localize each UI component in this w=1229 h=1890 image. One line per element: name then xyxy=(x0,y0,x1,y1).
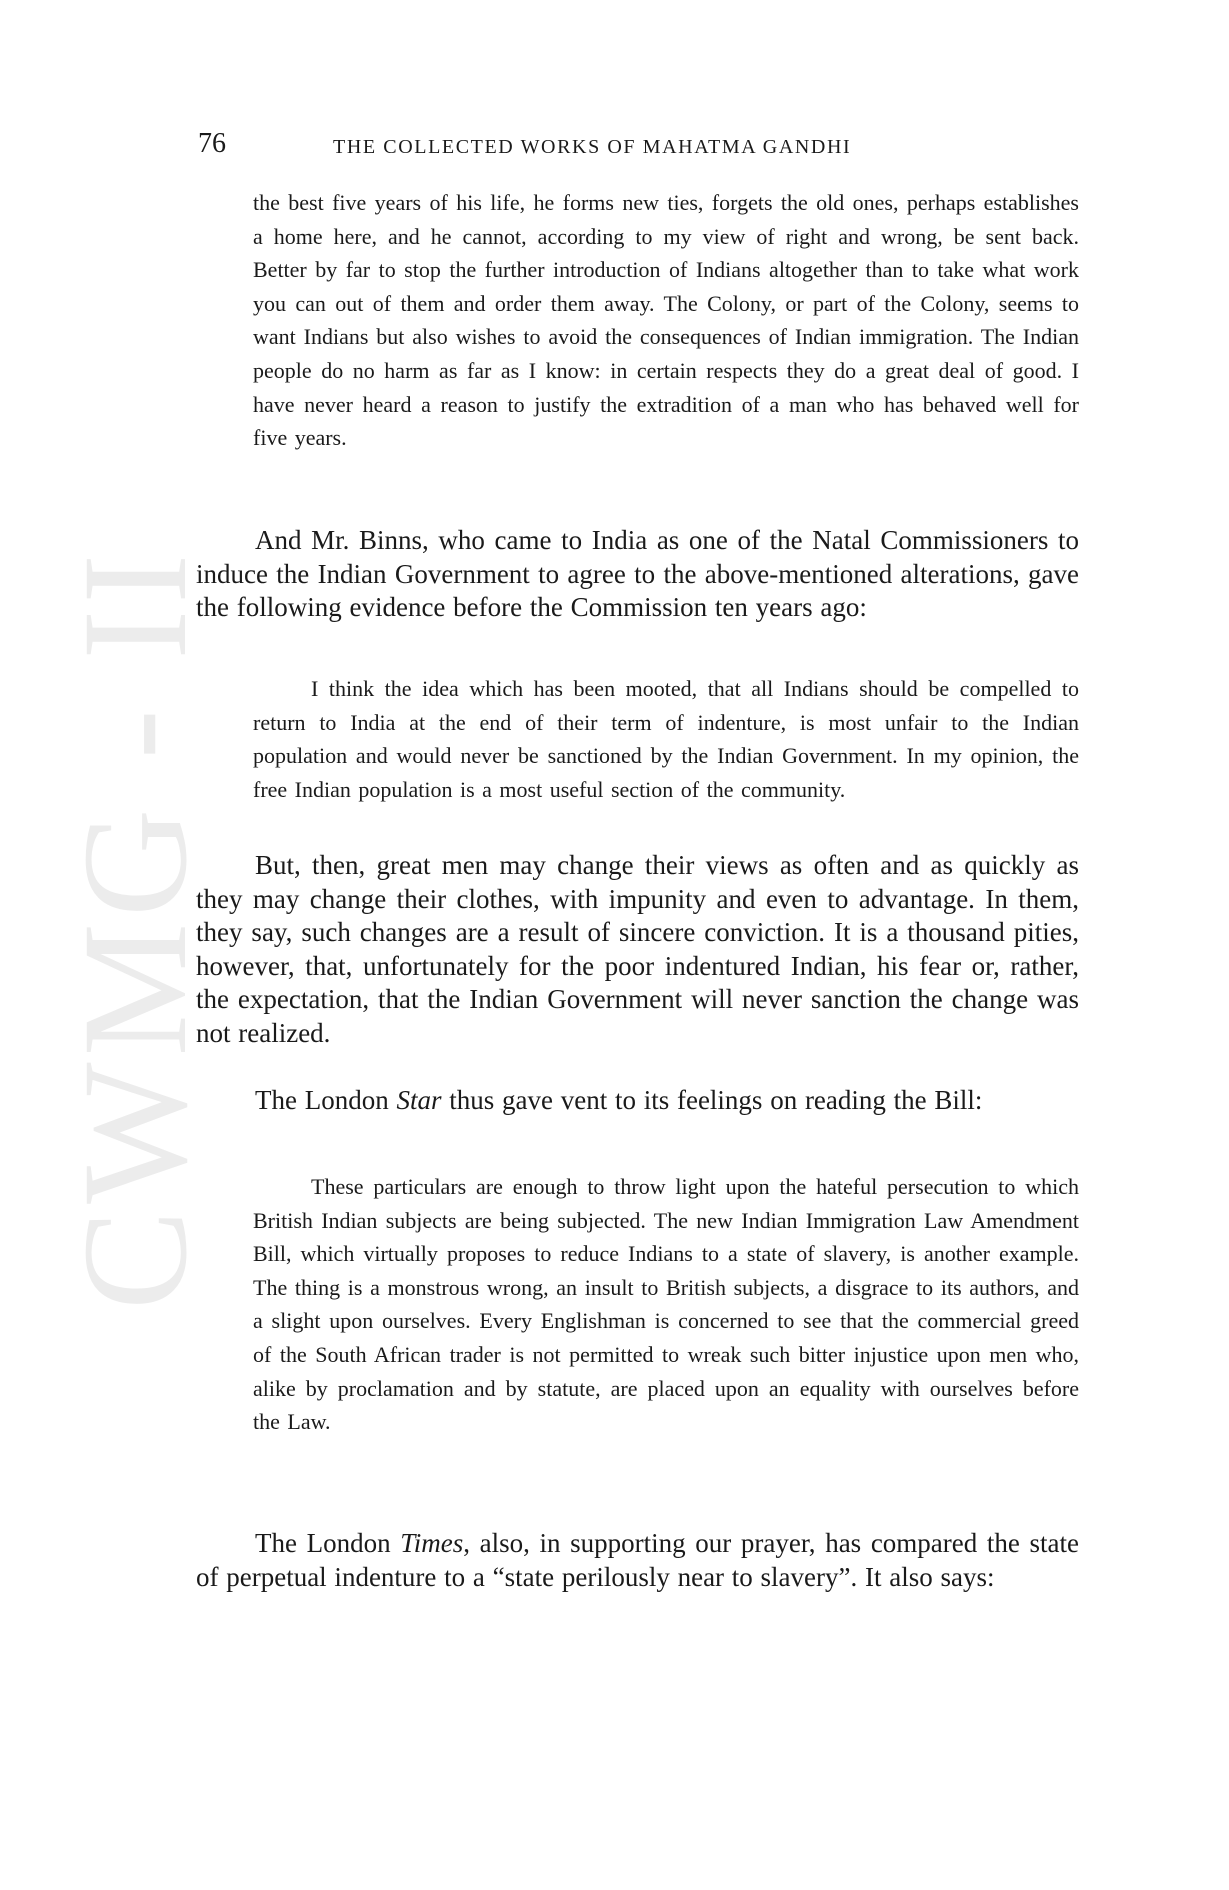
quote-block-3 xyxy=(253,1170,1079,1439)
paragraph-text: And Mr. Binns, who came to India as one of the Natal Commissioners to induce the Indian Government to agree to the above-mentioned alterations, gave the following evidence before the Commission ten years ago: xyxy=(196,525,1079,622)
quote-block-2 xyxy=(253,672,1079,806)
quote-text: the best five years of his life, he forms new ties, forgets the old ones, perhaps establishes a home here, and he cannot, according to my view of right and wrong, be sent back. Better by far to stop the further introduction of Indians altogether than to take what work you can out of them and order them away. The Colony, or part of the Colony, seems to want Indians but also wishes to avoid the consequences of Indian immigration. The Indian people do no harm as far as I know: in certain respects they do a great deal of good. I have never heard a reason to justify the extradition of a man who has behaved well for five years. xyxy=(253,190,1079,451)
running-head: THE COLLECTED WORKS OF MAHATMA GANDHI xyxy=(333,136,852,158)
paragraph-text-start: The London xyxy=(255,1528,401,1558)
quote-text: I think the idea which has been mooted, that all Indians should be compelled to return to India at the end of their term of indenture, is most unfair to the Indian population and would never be sanctioned by the Indian Government. In my opinion, the free Indian population is a most useful section of the community. xyxy=(253,676,1079,802)
paragraph-london-star xyxy=(196,1084,1079,1118)
quote-block-1 xyxy=(253,186,1079,455)
newspaper-title: Times xyxy=(400,1528,464,1558)
paragraph-great-men xyxy=(196,849,1079,1050)
paragraph-text-end: thus gave vent to its feelings on reading the Bill: xyxy=(441,1085,983,1115)
page-number: 76 xyxy=(198,128,226,159)
paragraph-text-start: The London xyxy=(255,1085,397,1115)
quote-text: These particulars are enough to throw light upon the hateful persecution to which British Indian subjects are being subjected. The new Indian Immigration Law Amendment Bill, which virtually proposes to reduce Indians to a state of slavery, is another example. The thing is a monstrous wrong, an insult to British subjects, a disgrace to its authors, and a slight upon ourselves. Every Englishman is concerned to see that the commercial greed of the South African trader is not permitted to wreak such bitter injustice upon men who, alike by proclamation and by statute, are placed upon an equality with ourselves before the Law. xyxy=(253,1174,1079,1435)
paragraph-text: But, then, great men may change their views as often and as quickly as they may change their clothes, with impunity and even to advantage. In them, they say, such changes are a result of sincere conviction. It is a thousand pities, however, that, unfortunately for the poor indentured Indian, his fear or, rather, the expectation, that the Indian Government will never sanction the change was not realized. xyxy=(196,850,1079,1048)
watermark: CWMG - II xyxy=(52,547,218,1310)
newspaper-title: Star xyxy=(396,1085,442,1115)
paragraph-binns xyxy=(196,524,1079,625)
paragraph-london-times xyxy=(196,1527,1079,1594)
page-header xyxy=(198,128,1078,168)
paragraph-text-end: , also, in supporting our prayer, has compared the state of perpetual indenture to a “state perilously near to slavery”. It also says: xyxy=(196,1528,1079,1592)
